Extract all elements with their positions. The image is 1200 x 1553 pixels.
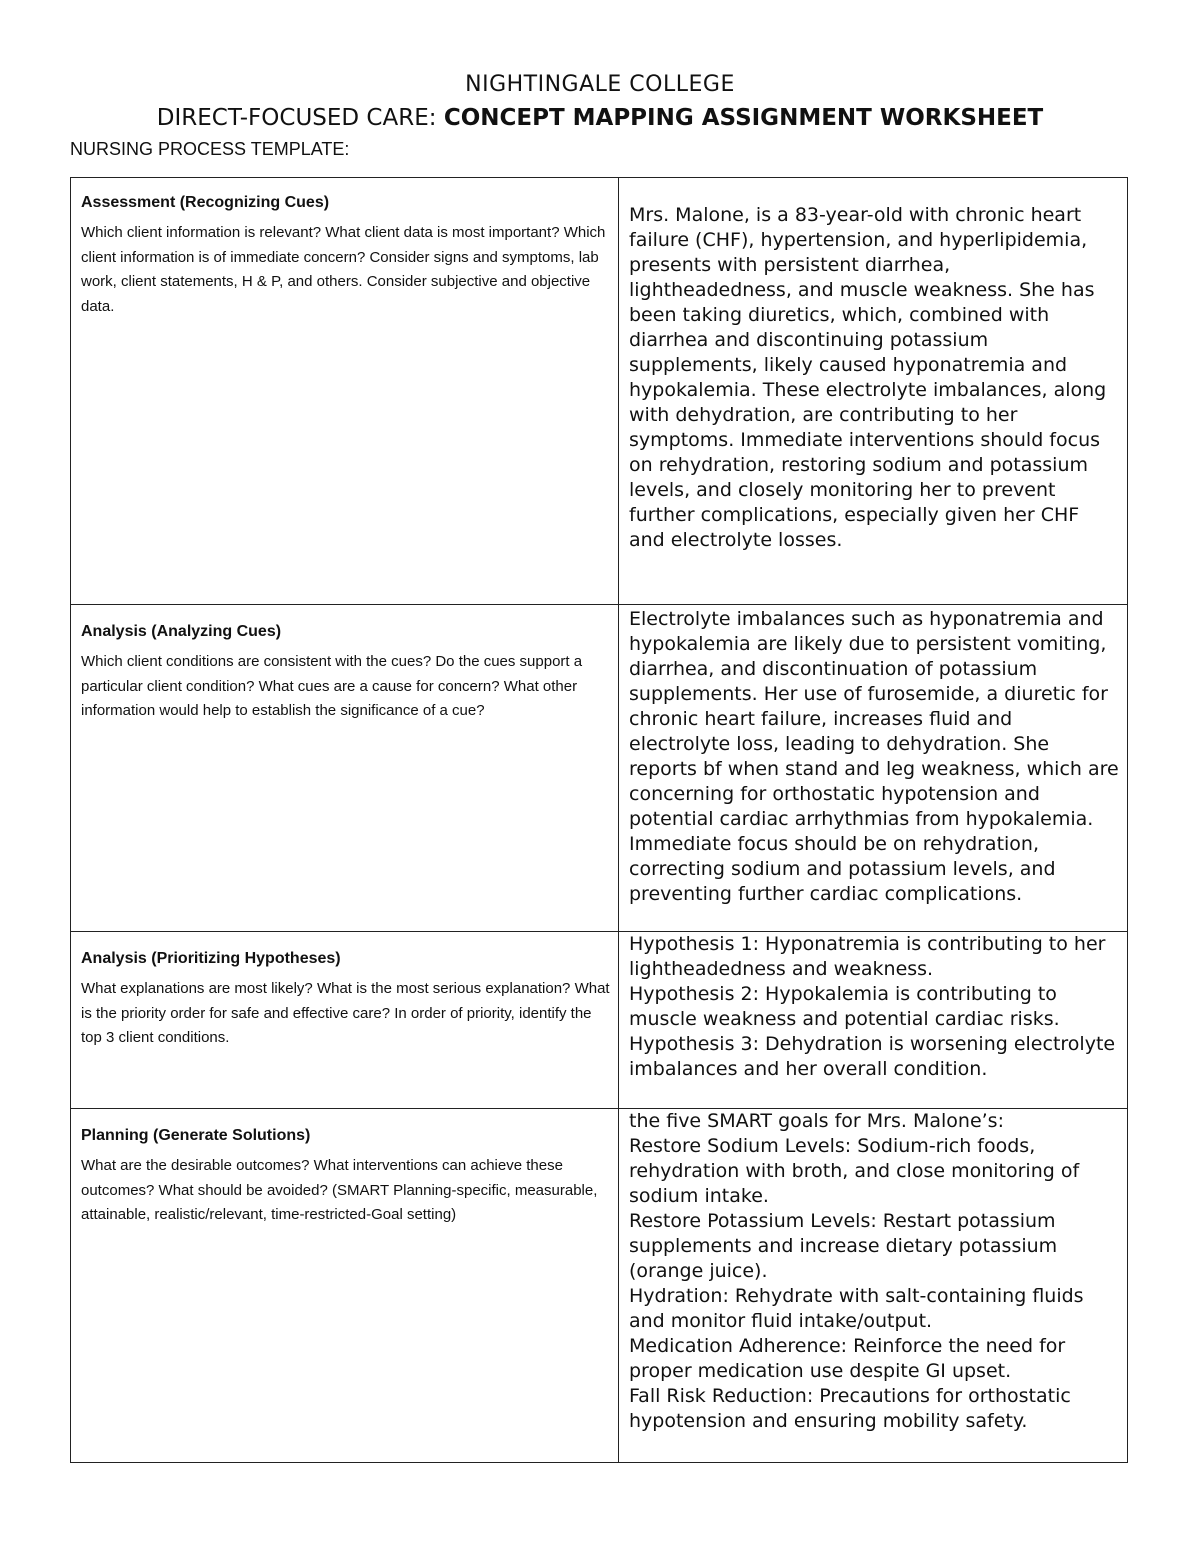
assessment-answer: Mrs. Malone, is a 83-year-old with chronic heart failure (CHF), hypertension, and hyperlipidemia, presents with persistent diarrhea, lightheadedness, and muscle weakness. She has been taking diuretics, which, combined with diarrhea and discontinuing potassium supplements, likely caused hyponatremia and hypokalemia. These electrolyte imbalances, along with dehydration, are contributing to her symptoms. Immediate interventions should focus on rehydration, restoring sodium and potassium levels, and closely monitoring her to prevent further complications, especially given her CHF and electrolyte losses.: [629, 204, 1107, 551]
analyzing-cues-prompt-cell: [71, 605, 619, 932]
section-prompt-analyzing-cues: Which client conditions are consistent with the cues? Do the cues support a particular client condition? What cues are a cause for concern? What other information would help to establish the significance of a cue?: [81, 653, 583, 719]
document-header: [0, 70, 1200, 134]
section-prompt-assessment: Which client information is relevant? What client data is most important? Which client information is of immediate concern? Consider signs and symptoms, lab work, client statements, H & P, and others. Consider subjective and objective data.: [81, 224, 606, 315]
worksheet-title: [0, 102, 1200, 134]
table-row-assessment: [71, 178, 1128, 605]
table-row-planning: [71, 1109, 1128, 1463]
smart-goals-intro: the five SMART goals for Mrs. Malone’s:: [629, 1110, 1004, 1132]
template-label: NURSING PROCESS TEMPLATE:: [70, 139, 350, 159]
section-title-analyzing-cues: Analysis (Analyzing Cues): [81, 623, 282, 640]
analyzing-cues-answer: Electrolyte imbalances such as hyponatremia and hypokalemia are likely due to persistent vomiting, diarrhea, and discontinuation of potassium supplements. Her use of furosemide, a diuretic for chronic heart failure, increases fluid and electrolyte loss, leading to dehydration. She reports bf when stand and leg weakness, which are concerning for orthostatic hypotension and potential cardiac arrhythmias from hypokalemia. Immediate focus should be on rehydration, correcting sodium and potassium levels, and preventing further cardiac complications.: [629, 608, 1119, 905]
section-prompt-planning: What are the desirable outcomes? What interventions can achieve these outcomes? What should be avoided? (SMART Planning-specific, measurable, attainable, realistic/relevant, time-restricted-Goal setting): [81, 1157, 598, 1223]
smart-goal-hydration: Hydration: Rehydrate with salt-containing fluids and monitor fluid intake/output.: [629, 1285, 1084, 1332]
smart-goal-potassium: Restore Potassium Levels: Restart potassium supplements and increase dietary potassium (orange juice).: [629, 1210, 1058, 1282]
analyzing-cues-answer-cell: [619, 605, 1128, 932]
section-title-assessment: Assessment (Recognizing Cues): [81, 194, 330, 211]
section-prompt-prioritizing: What explanations are most likely? What is the most serious explanation? What is the priority order for safe and effective care? In order of priority, identify the top 3 client conditions.: [81, 980, 610, 1046]
worksheet-title-main: CONCEPT MAPPING ASSIGNMENT WORKSHEET: [443, 105, 1044, 131]
worksheet-title-prefix: DIRECT-FOCUSED CARE:: [156, 105, 444, 131]
section-title-planning: Planning (Generate Solutions): [81, 1127, 311, 1144]
table-row-analyzing-cues: [71, 605, 1128, 932]
smart-goal-medication: Medication Adherence: Reinforce the need for proper medication use despite GI upset.: [629, 1335, 1066, 1382]
assessment-answer-cell: [619, 178, 1128, 605]
section-title-prioritizing: Analysis (Prioritizing Hypotheses): [81, 950, 341, 967]
table-row-prioritizing-hypotheses: [71, 932, 1128, 1109]
hypothesis-1: Hypothesis 1: Hyponatremia is contributing to her lightheadedness and weakness.: [629, 933, 1106, 980]
hypothesis-2: Hypothesis 2: Hypokalemia is contributing to muscle weakness and potential cardiac risks.: [629, 983, 1060, 1030]
assessment-prompt-cell: [71, 178, 619, 605]
smart-goal-sodium: Restore Sodium Levels: Sodium-rich foods, rehydration with broth, and close monitoring of sodium intake.: [629, 1135, 1080, 1207]
college-name: NIGHTINGALE COLLEGE: [465, 72, 735, 97]
planning-prompt-cell: [71, 1109, 619, 1463]
nursing-process-table: [70, 177, 1128, 1463]
prioritizing-answer-cell: [619, 932, 1128, 1109]
planning-answer-cell: [619, 1109, 1128, 1463]
hypothesis-3: Hypothesis 3: Dehydration is worsening electrolyte imbalances and her overall condition.: [629, 1033, 1116, 1080]
prioritizing-prompt-cell: [71, 932, 619, 1109]
smart-goal-fall-risk: Fall Risk Reduction: Precautions for orthostatic hypotension and ensuring mobility safety.: [629, 1385, 1071, 1432]
